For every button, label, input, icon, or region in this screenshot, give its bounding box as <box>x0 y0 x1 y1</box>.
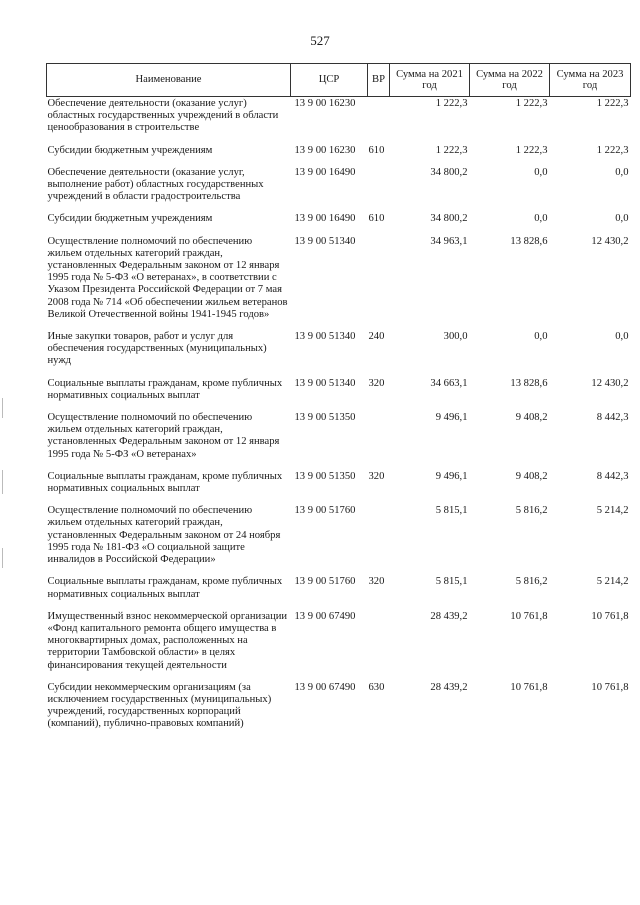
cell-name: Осуществление полномочий по обеспечению жильем отдельных категорий граждан, установленных Федеральным законом от 12 января 1995 года № 5-ФЗ «О ветеранах», в соответствии с Указом Президента Российской Федерации от 7 мая 2008 года № 714 «Об обеспечении жильем ветеранов Великой Отечественной войны 1941-1945 годов» <box>47 235 288 320</box>
table-row <box>47 331 631 378</box>
cell-sum-2022: 9 408,2 <box>515 470 548 482</box>
table-row <box>47 378 631 412</box>
table-row <box>47 236 631 331</box>
table-row <box>47 611 631 682</box>
header-vr: ВР <box>368 64 390 97</box>
cell-vr <box>368 505 390 576</box>
header-name: Наименование <box>47 64 291 97</box>
header-sum-2023: Сумма на 2023 год <box>550 64 631 97</box>
cell-sum-2023: 1 222,3 <box>596 98 629 109</box>
cell-sum-2021: 5 815,1 <box>435 576 468 588</box>
cell-sum-2022: 0,0 <box>534 331 548 343</box>
cell-csr: 13 9 00 16230 <box>294 98 356 109</box>
cell-vr <box>368 611 390 682</box>
header-sum-2022: Сумма на 2022 год <box>470 64 550 97</box>
cell-sum-2023: 10 761,8 <box>591 681 629 693</box>
cell-csr: 13 9 00 16230 <box>294 144 356 156</box>
cell-name: Социальные выплаты гражданам, кроме публичных нормативных социальных выплат <box>47 576 283 600</box>
cell-csr: 13 9 00 51340 <box>294 235 356 247</box>
cell-sum-2023: 12 430,2 <box>591 377 629 389</box>
cell-name: Осуществление полномочий по обеспечению жильем отдельных категорий граждан, установленных Федеральным законом от 12 января 1995 года № 5-ФЗ «О ветеранах» <box>47 412 280 460</box>
cell-name: Субсидии бюджетным учреждениям <box>47 144 213 156</box>
table-row <box>47 505 631 576</box>
cell-sum-2021: 300,0 <box>443 331 468 343</box>
cell-sum-2022: 1 222,3 <box>515 144 548 156</box>
header-csr: ЦСР <box>291 64 368 97</box>
scan-artifact <box>2 548 3 568</box>
cell-vr <box>368 97 390 145</box>
cell-sum-2021: 1 222,3 <box>435 144 468 156</box>
cell-csr: 13 9 00 51760 <box>294 505 356 517</box>
cell-sum-2021: 28 439,2 <box>430 610 468 622</box>
cell-sum-2022: 5 816,2 <box>515 576 548 588</box>
cell-sum-2021: 1 222,3 <box>435 98 468 109</box>
cell-sum-2021: 34 800,2 <box>430 166 468 178</box>
table-row <box>47 471 631 505</box>
cell-csr: 13 9 00 67490 <box>294 610 356 622</box>
cell-vr: 610 <box>368 144 385 156</box>
cell-sum-2022: 13 828,6 <box>510 235 548 247</box>
cell-csr: 13 9 00 51340 <box>294 377 356 389</box>
cell-sum-2023: 0,0 <box>615 166 629 178</box>
cell-name: Обеспечение деятельности (оказание услуг) областных государственных учреждений в области ценообразования в строительстве <box>47 98 279 134</box>
cell-vr <box>368 236 390 331</box>
cell-vr: 240 <box>368 331 385 343</box>
cell-csr: 13 9 00 16490 <box>294 166 356 178</box>
cell-sum-2022: 13 828,6 <box>510 377 548 389</box>
page-number: 527 <box>310 33 330 48</box>
cell-sum-2023: 5 214,2 <box>596 576 629 588</box>
cell-sum-2023: 5 214,2 <box>596 505 629 517</box>
table-row <box>47 412 631 471</box>
table-row <box>47 576 631 610</box>
cell-sum-2023: 1 222,3 <box>596 144 629 156</box>
cell-name: Обеспечение деятельности (оказание услуг, выполнение работ) областных государственных учреждений в области градостроительства <box>47 166 264 203</box>
cell-sum-2022: 9 408,2 <box>515 412 548 424</box>
cell-name: Иные закупки товаров, работ и услуг для обеспечения государственных (муниципальных) нужд <box>47 331 267 367</box>
cell-name: Социальные выплаты гражданам, кроме публичных нормативных социальных выплат <box>47 470 283 495</box>
cell-vr: 320 <box>368 377 385 389</box>
cell-vr: 630 <box>368 681 385 693</box>
header-sum-2021: Сумма на 2021 год <box>390 64 470 97</box>
table-row <box>47 97 631 145</box>
cell-sum-2023: 0,0 <box>615 331 629 343</box>
cell-sum-2023: 8 442,3 <box>596 470 629 482</box>
cell-csr: 13 9 00 51350 <box>294 412 356 424</box>
cell-vr: 610 <box>368 213 385 225</box>
cell-sum-2021: 9 496,1 <box>435 470 468 482</box>
cell-csr: 13 9 00 51340 <box>294 331 356 343</box>
cell-name: Осуществление полномочий по обеспечению жильем отдельных категорий граждан, установленных Федеральным законом от 24 ноября 1995 года № 181-ФЗ «О социальной защите инвалидов в Российской Федерации» <box>47 505 281 566</box>
scan-artifact <box>2 470 3 494</box>
table-row <box>47 167 631 214</box>
cell-name: Субсидии бюджетным учреждениям <box>47 213 213 225</box>
cell-vr <box>368 167 390 214</box>
cell-sum-2021: 28 439,2 <box>430 681 468 693</box>
cell-csr: 13 9 00 67490 <box>294 681 356 693</box>
cell-sum-2023: 8 442,3 <box>596 412 629 424</box>
table-row <box>47 145 631 167</box>
cell-sum-2023: 0,0 <box>615 213 629 225</box>
scan-artifact <box>2 398 3 418</box>
table-row <box>47 682 631 741</box>
cell-sum-2021: 9 496,1 <box>435 412 468 424</box>
cell-sum-2022: 0,0 <box>534 166 548 178</box>
table-header <box>47 64 631 97</box>
cell-sum-2022: 10 761,8 <box>510 681 548 693</box>
cell-name: Социальные выплаты гражданам, кроме публичных нормативных социальных выплат <box>47 377 283 401</box>
cell-sum-2023: 12 430,2 <box>591 235 629 247</box>
header-row <box>47 64 631 97</box>
cell-sum-2023: 10 761,8 <box>591 610 629 622</box>
cell-sum-2022: 5 816,2 <box>515 505 548 517</box>
cell-sum-2021: 34 800,2 <box>430 213 468 225</box>
cell-csr: 13 9 00 51760 <box>294 576 356 588</box>
cell-sum-2021: 34 963,1 <box>430 235 468 247</box>
cell-sum-2021: 34 663,1 <box>430 377 468 389</box>
table-body <box>47 97 631 741</box>
cell-name: Имущественный взнос некоммерческой организации «Фонд капитального ремонта общего имущества в многоквартирных домах, расположенных на территории Тамбовской области» в целях финансирования текущей деятельности <box>47 610 288 671</box>
cell-csr: 13 9 00 16490 <box>294 213 356 225</box>
cell-name: Субсидии некоммерческим организациям (за исключением государственных (муниципальных) учреждений, государственных корпораций (компаний), публично-правовых компаний) <box>47 681 272 730</box>
budget-table <box>46 63 631 741</box>
cell-vr: 320 <box>368 576 385 588</box>
cell-csr: 13 9 00 51350 <box>294 470 356 482</box>
cell-sum-2022: 0,0 <box>534 213 548 225</box>
table-row <box>47 213 631 235</box>
cell-vr: 320 <box>368 470 385 482</box>
cell-sum-2021: 5 815,1 <box>435 505 468 517</box>
cell-vr <box>368 412 390 471</box>
cell-sum-2022: 1 222,3 <box>515 98 548 109</box>
cell-sum-2022: 10 761,8 <box>510 610 548 622</box>
